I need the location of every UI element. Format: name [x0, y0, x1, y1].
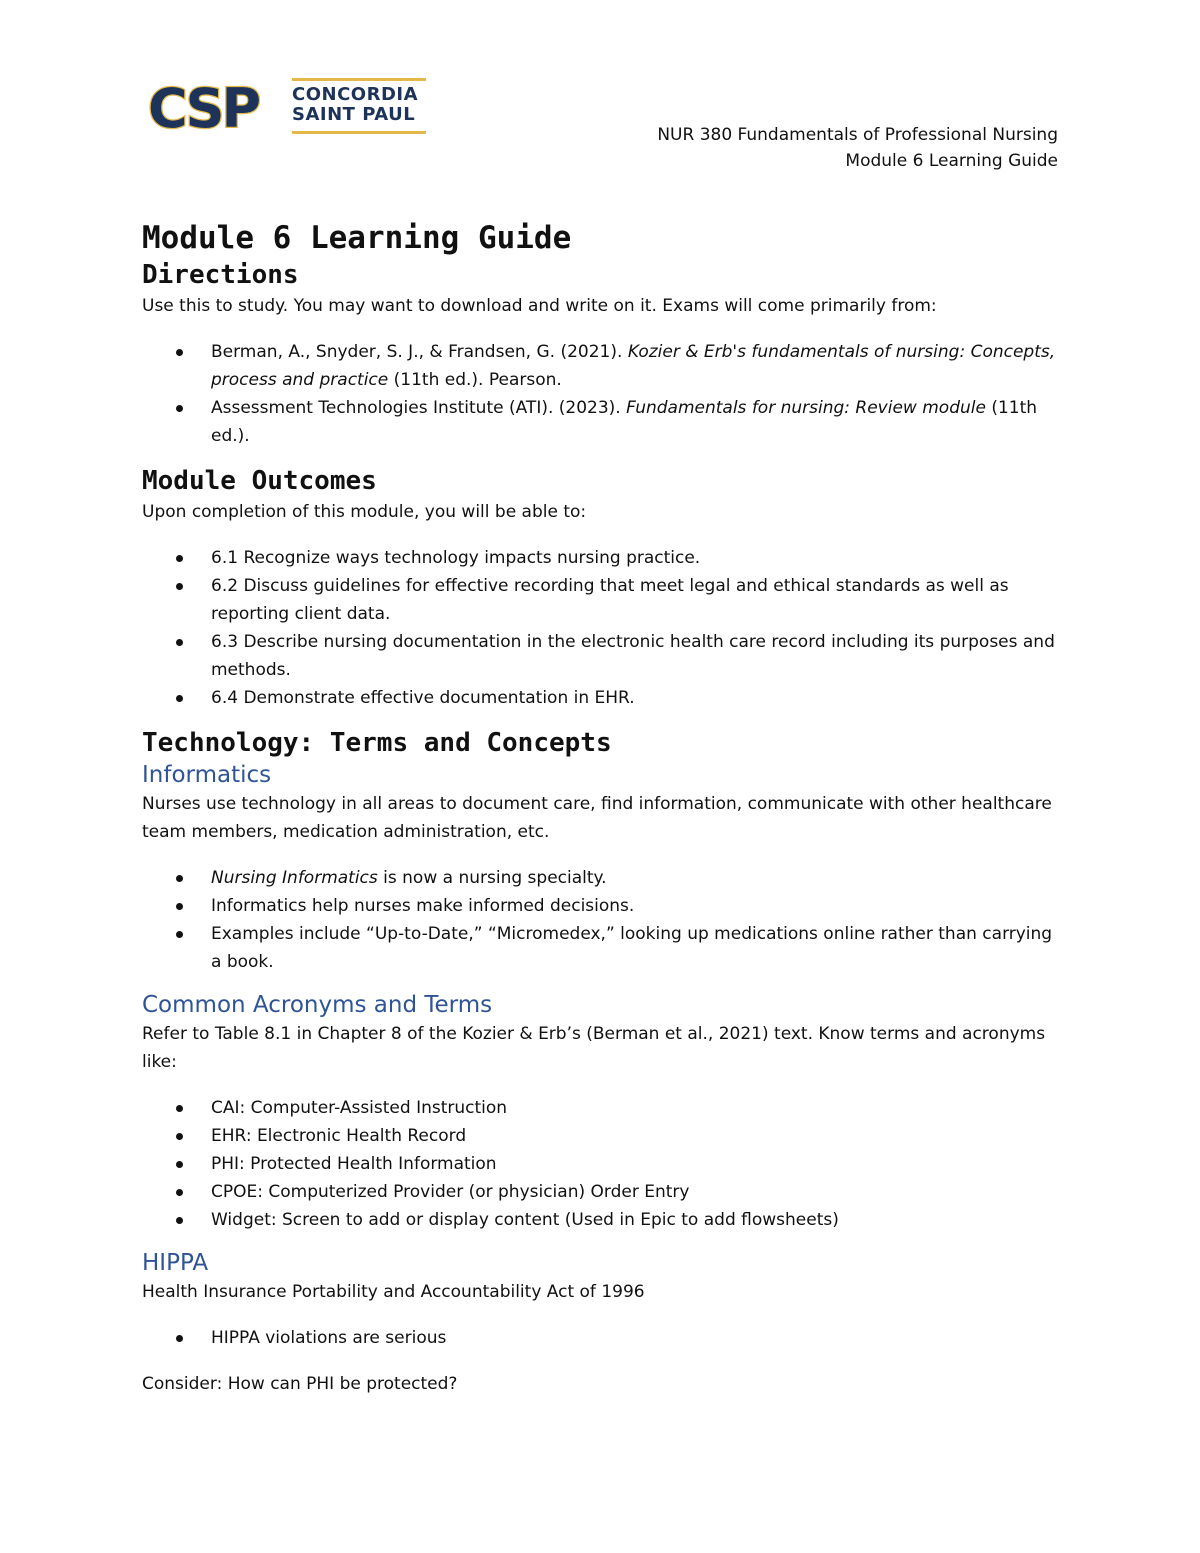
hippa-intro: Health Insurance Portability and Accountability Act of 1996 [142, 1282, 645, 1302]
csp-logo [146, 78, 428, 134]
bullet-icon [176, 1217, 183, 1224]
outcome-item: 6.4 Demonstrate effective documentation in EHR. [142, 684, 1062, 712]
consider-question: Consider: How can PHI be protected? [142, 1374, 458, 1394]
outcomes-heading: Module Outcomes [142, 466, 377, 496]
informatics-item: Informatics help nurses make informed decisions. [142, 892, 1062, 920]
csp-monogram [146, 78, 284, 134]
acronyms-heading: Common Acronyms and Terms [142, 992, 493, 1018]
informatics-intro: Nurses use technology in all areas to document care, find information, communicate with other healthcare team members, medication administration, etc. [142, 794, 1052, 842]
logo-line-1: CONCORDIA [292, 84, 419, 105]
hippa-item: HIPPA violations are serious [142, 1324, 1062, 1352]
bullet-icon [176, 1335, 183, 1342]
outcomes-list [142, 544, 1062, 712]
acronym-item: PHI: Protected Health Information [142, 1150, 1062, 1178]
acronym-item: Widget: Screen to add or display content (Used in Epic to add flowsheets) [142, 1206, 1062, 1234]
technology-heading: Technology: Terms and Concepts [142, 728, 612, 758]
outcome-item: 6.3 Describe nursing documentation in the electronic health care record including its purposes and methods. [142, 628, 1062, 684]
guide-title: Module 6 Learning Guide [845, 151, 1058, 171]
bullet-icon [176, 639, 183, 646]
page-title: Module 6 Learning Guide [142, 220, 572, 256]
informatics-item: Examples include “Up-to-Date,” “Micromedex,” looking up medications online rather than carrying a book. [142, 920, 1062, 976]
informatics-list [142, 864, 1062, 976]
bullet-icon [176, 1133, 183, 1140]
document-body [142, 218, 1062, 1398]
acronym-item: CPOE: Computerized Provider (or physician) Order Entry [142, 1178, 1062, 1206]
bullet-icon [176, 875, 183, 882]
logo-line-2: SAINT PAUL [292, 104, 416, 125]
directions-intro: Use this to study. You may want to download and write on it. Exams will come primarily from: [142, 296, 937, 316]
bullet-icon [176, 349, 183, 356]
informatics-heading: Informatics [142, 762, 272, 788]
logo-wordmark [292, 78, 426, 134]
bullet-icon [176, 555, 183, 562]
bullet-icon [176, 1161, 183, 1168]
page-header [657, 122, 1058, 174]
bullet-icon [176, 903, 183, 910]
acronym-item: EHR: Electronic Health Record [142, 1122, 1062, 1150]
hippa-heading: HIPPA [142, 1250, 209, 1276]
course-title: NUR 380 Fundamentals of Professional Nursing [657, 125, 1058, 145]
hippa-list [142, 1324, 1062, 1352]
reference-item: Assessment Technologies Institute (ATI). (2023). Fundamentals for nursing: Review module (11th ed.). [142, 394, 1062, 450]
acronyms-list [142, 1094, 1062, 1234]
bullet-icon [176, 405, 183, 412]
bullet-icon [176, 695, 183, 702]
outcome-item: 6.1 Recognize ways technology impacts nursing practice. [142, 544, 1062, 572]
directions-heading: Directions [142, 260, 299, 290]
outcomes-intro: Upon completion of this module, you will be able to: [142, 502, 587, 522]
acronym-item: CAI: Computer-Assisted Instruction [142, 1094, 1062, 1122]
bullet-icon [176, 583, 183, 590]
informatics-item: Nursing Informatics is now a nursing specialty. [142, 864, 1062, 892]
logo-mark-text: CSP [148, 78, 259, 134]
reference-list [142, 338, 1062, 450]
acronyms-intro: Refer to Table 8.1 in Chapter 8 of the Kozier & Erb’s (Berman et al., 2021) text. Know terms and acronyms like: [142, 1024, 1046, 1072]
outcome-item: 6.2 Discuss guidelines for effective recording that meet legal and ethical standards as well as reporting client data. [142, 572, 1062, 628]
reference-item: Berman, A., Snyder, S. J., & Frandsen, G. (2021). Kozier & Erb's fundamentals of nursing: Concepts, process and practice (11th ed.). Pearson. [142, 338, 1062, 394]
bullet-icon [176, 931, 183, 938]
bullet-icon [176, 1105, 183, 1112]
bullet-icon [176, 1189, 183, 1196]
